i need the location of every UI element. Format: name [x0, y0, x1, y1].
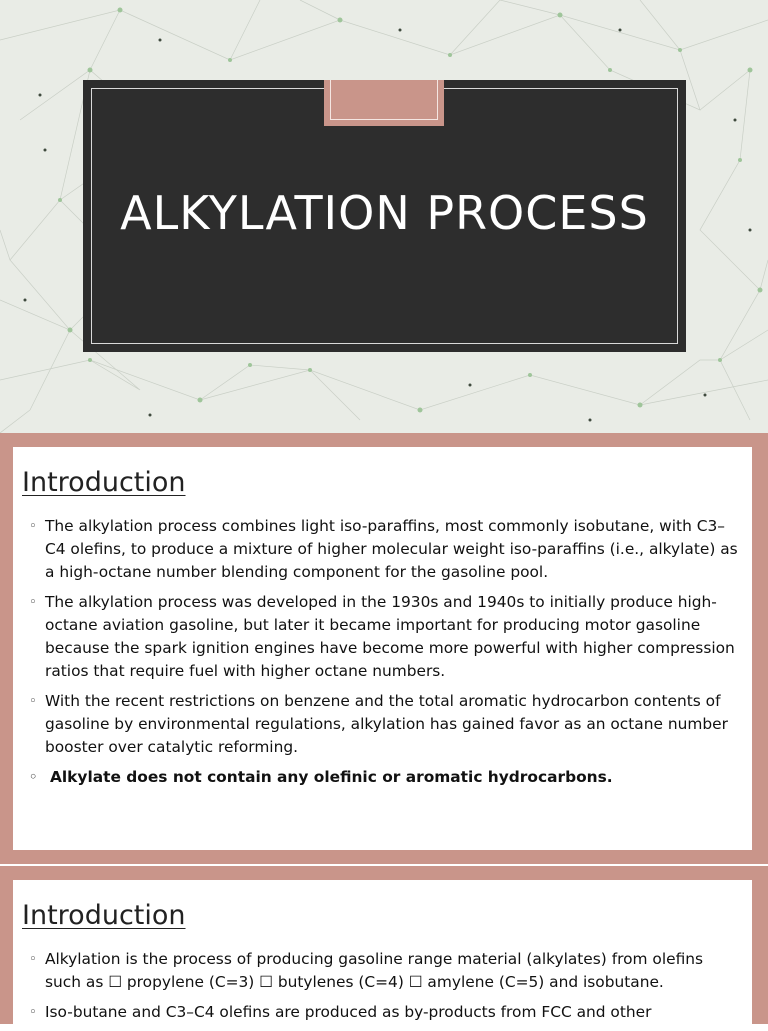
slide-heading: Introduction	[22, 467, 186, 498]
intro-slide-2	[0, 866, 768, 1024]
bullet-circle-icon: ◦	[29, 770, 38, 785]
bullet-circle-icon: ◦	[29, 952, 37, 967]
bullet-text: Alkylate does not contain any olefinic or aromatic hydrocarbons.	[50, 768, 613, 786]
bullet-text: Alkylation is the process of producing gasoline range material (alkylates) from olefins such as ☐ propylene (C=3) ☐ butylenes (C=4) ☐ amylene (C=5) and isobutane.	[45, 950, 704, 991]
bullet-item	[29, 690, 740, 759]
bullet-text: Iso-butane and C3–C4 olefins are produced as by-products from FCC and other	[45, 1003, 652, 1021]
bullet-text: The alkylation process combines light iso-paraffins, most commonly isobutane, with C3–C4 olefins, to produce a mixture of higher molecular weight iso-paraffins (i.e., alkylate) as a high-octane number blending component for the gasoline pool.	[45, 517, 738, 581]
bullet-circle-icon: ◦	[29, 694, 37, 709]
bullet-text: With the recent restrictions on benzene and the total aromatic hydrocarbon contents of gasoline by environmental regulations, alkylation has gained favor as an octane number booster over catalytic reforming.	[45, 692, 728, 756]
bullet-circle-icon: ◦	[29, 1005, 37, 1020]
slide-content-panel	[13, 447, 752, 850]
intro-slide-1	[0, 433, 768, 866]
bullet-list	[29, 515, 740, 796]
bullet-text: The alkylation process was developed in the 1930s and 1940s to initially produce high-octane aviation gasoline, but later it became important for producing motor gasoline because the spark ignition engines have become more powerful with higher compression ratios that require fuel with higher octane numbers.	[45, 593, 735, 680]
slide-content-panel	[13, 880, 752, 1024]
title-accent-tab-frame	[330, 80, 438, 120]
bullet-circle-icon: ◦	[29, 595, 37, 610]
bullet-item	[29, 1001, 740, 1024]
bullet-item	[29, 591, 740, 683]
title-slide	[0, 0, 768, 433]
bullet-list	[29, 948, 740, 1031]
bullet-circle-icon: ◦	[29, 519, 37, 534]
title-accent-tab	[324, 80, 444, 126]
bullet-item	[29, 515, 740, 584]
slide-heading: Introduction	[22, 900, 186, 931]
bullet-item	[29, 948, 740, 994]
slide-title: ALKYLATION PROCESS	[120, 186, 649, 240]
bullet-item	[29, 766, 740, 789]
